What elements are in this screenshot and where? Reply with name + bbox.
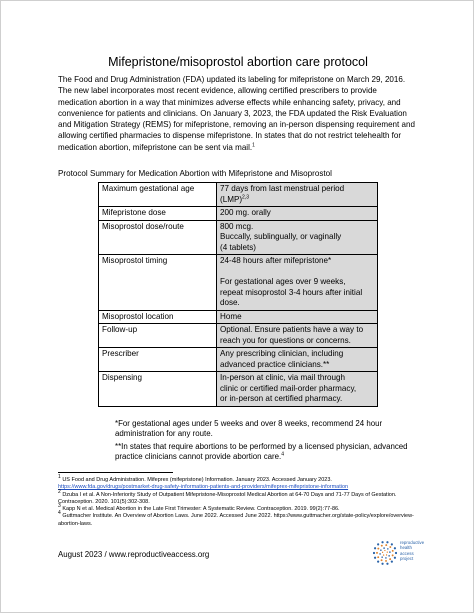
footnote-4	[58, 510, 418, 528]
footnote-text: US Food and Drug Administration. Mifeprex (mifepristone) Information. January 2023. Accessed January 2023.	[62, 477, 332, 483]
value-line: (4 tablets)	[220, 242, 256, 252]
logo-dot	[379, 553, 381, 555]
row-label: Misoprostol timing	[99, 255, 217, 311]
logo-dot	[386, 563, 388, 565]
footnote-number: 2	[58, 488, 61, 495]
footnote-number: 1	[58, 474, 61, 481]
logo-dot	[382, 552, 383, 553]
footnote-divider	[58, 472, 173, 473]
footer-date-url: August 2023 / www.reproductiveaccess.org	[58, 550, 210, 559]
value-line: dose.	[220, 298, 240, 307]
protocol-row	[99, 207, 378, 221]
value-line: reach you for questions or concerns.	[220, 335, 351, 345]
protocol-row	[99, 310, 378, 324]
logo-dot	[377, 543, 379, 545]
intro-text: The Food and Drug Administration (FDA) updated its labeling for mifepristone on March 29, 2016. The new label incorporates most recent evidence, allowing certified prescribers to provide medication abortion in a way that minimizes adverse effects while enhancing safety, privacy, and convenience for patients and clinicians. On January 3, 2023, the FDA updated the Risk Evaluation and Mitigation Strategy (REMS) for mifepristone, removing an in-person dispensing requirement and allowing certified pharmacies to dispense mifepristone. In states that do not restrict telehealth for medication abortion, mifepristone can be sent via mail.	[58, 75, 415, 152]
row-value	[217, 310, 378, 324]
logo-dot	[388, 555, 390, 557]
footnote-text: Dzuba I et al. A Non-Inferiority Study of Outpatient Mifepristone-Misoprostol Medical Abortion at 64-70 Days and 71-77 Days of Gestation. Contraception. 2020. 101(5):302-308.	[58, 491, 397, 505]
logo-dot	[380, 549, 382, 551]
row-label: Misoprostol dose/route	[99, 220, 217, 255]
logo-dot	[385, 557, 387, 559]
footnote-number: 3	[58, 503, 61, 510]
logo-dot	[386, 541, 388, 543]
logo-dot	[386, 554, 387, 555]
value-line: For gestational ages over 9 weeks,	[220, 277, 346, 286]
logo-dot	[394, 547, 396, 549]
row-value	[217, 348, 378, 372]
logo-dot	[381, 556, 383, 558]
footnote-1	[58, 474, 418, 492]
row-value	[217, 255, 378, 311]
logo-dot	[377, 556, 379, 558]
value-line: advanced practice clinicians.**	[220, 359, 330, 369]
row-value	[217, 207, 378, 221]
value-line: 77 days from last menstrual period	[220, 184, 345, 193]
footnote-link[interactable]: https://www.fda.gov/drugs/postmarket-drug-safety-information-patients-and-providers/mifeprex-mifepristone-information	[58, 484, 349, 491]
row-value	[217, 372, 378, 407]
note-gestational-age	[115, 419, 415, 440]
logo-dot	[395, 552, 397, 554]
row-ref: 2,3	[242, 193, 249, 200]
intro-paragraph	[58, 74, 418, 153]
logo-line: reproductive	[400, 540, 425, 545]
logo-dot	[387, 551, 388, 552]
row-label: Mifepristone dose	[99, 207, 217, 221]
logo-dot	[394, 557, 396, 559]
logo-dot	[381, 541, 383, 543]
footnote-text: Kapp N et al. Medical Abortion in the Late First Trimester: A Systematic Review. Contraception. 2019. 99(2):77-86.	[62, 506, 340, 513]
logo-dot	[377, 561, 379, 563]
value-line	[220, 267, 374, 278]
footnote-number: 4	[58, 510, 61, 517]
document-title: Mifepristone/misoprostol abortion care protocol	[108, 55, 368, 69]
note-text: *For gestational ages under 5 weeks and over 8 weeks, recommend 24 hour administration for any route.	[115, 419, 383, 439]
logo-dot	[385, 544, 387, 546]
logo-dot	[391, 543, 393, 545]
protocol-table	[98, 182, 378, 407]
logo-dot	[381, 559, 383, 561]
logo-dot	[377, 548, 379, 550]
row-value	[217, 220, 378, 255]
rhap-logo	[373, 540, 433, 570]
logo-dot	[376, 552, 378, 554]
logo-dot	[389, 546, 391, 548]
value-line: repeat misoprostol 3-4 hours after initial	[220, 287, 363, 297]
table-notes	[115, 419, 415, 464]
protocol-row	[99, 324, 378, 348]
value-line: clinic or certified mail-order pharmacy,	[220, 383, 357, 393]
footnote-text: Guttmacher Institute. An Overview of Abortion Laws. June 2022. Accessed June 2022. https://www.guttmacher.org/state-policy/explore/overview-abortion-laws.	[58, 513, 414, 527]
logo-dot	[384, 550, 385, 551]
logo-text	[400, 540, 424, 561]
logo-dot	[374, 547, 376, 549]
logo-dot	[385, 560, 387, 562]
logo-dot	[387, 548, 389, 550]
row-label: Misoprostol location	[99, 310, 217, 324]
protocol-row	[99, 220, 378, 255]
logo-dot	[391, 561, 393, 563]
value-line: Optional. Ensure patients have a way to	[220, 325, 364, 334]
logo-dot	[373, 552, 375, 554]
row-label: Maximum gestational age	[99, 183, 217, 207]
note-text: **In states that require abortions to be performed by a licensed physician, advanced practice clinicians cannot provide abortion care.	[115, 441, 408, 461]
footnotes	[58, 474, 418, 528]
note-physician	[115, 442, 415, 463]
row-label: Prescriber	[99, 348, 217, 372]
row-value	[217, 324, 378, 348]
logo-dot	[389, 551, 391, 553]
row-label: Follow-up	[99, 324, 217, 348]
logo-line: health	[400, 545, 412, 551]
logo-dot	[381, 545, 383, 547]
logo-dot	[389, 558, 391, 560]
value-line: or in-person at certified pharmacy.	[220, 394, 343, 403]
protocol-row	[99, 183, 378, 207]
protocol-row	[99, 348, 378, 372]
value-line: (LMP)$^{2,3}$	[220, 193, 249, 204]
table-caption: Protocol Summary for Medication Abortion with Mifepristone and Misoprostol	[58, 169, 332, 178]
note-ref: 4	[281, 451, 285, 458]
logo-dot	[383, 554, 384, 555]
value-line: 800 mcg.	[220, 221, 254, 231]
logo-dot	[381, 563, 383, 565]
protocol-row	[99, 372, 378, 407]
value-line: Home	[220, 311, 242, 321]
intro-ref: 1	[252, 142, 255, 149]
value-line: 200 mg. orally	[220, 208, 271, 217]
logo-line: project	[400, 555, 414, 561]
dotted-circle-logo-icon	[373, 541, 397, 565]
logo-dot	[383, 547, 385, 549]
value-line: Buccally, sublingually, or vaginally	[220, 232, 342, 241]
value-line: Any prescribing clinician, including	[220, 349, 344, 358]
row-value	[217, 183, 378, 207]
logo-dot	[392, 550, 394, 552]
logo-dot	[374, 557, 376, 559]
row-label: Dispensing	[99, 372, 217, 407]
protocol-row	[99, 255, 378, 311]
value-line: In-person at clinic, via mail through	[220, 373, 346, 382]
logo-line: access	[400, 550, 414, 556]
value-line: 24-48 hours after mifepristone*	[220, 256, 332, 265]
logo-dot	[392, 554, 394, 556]
